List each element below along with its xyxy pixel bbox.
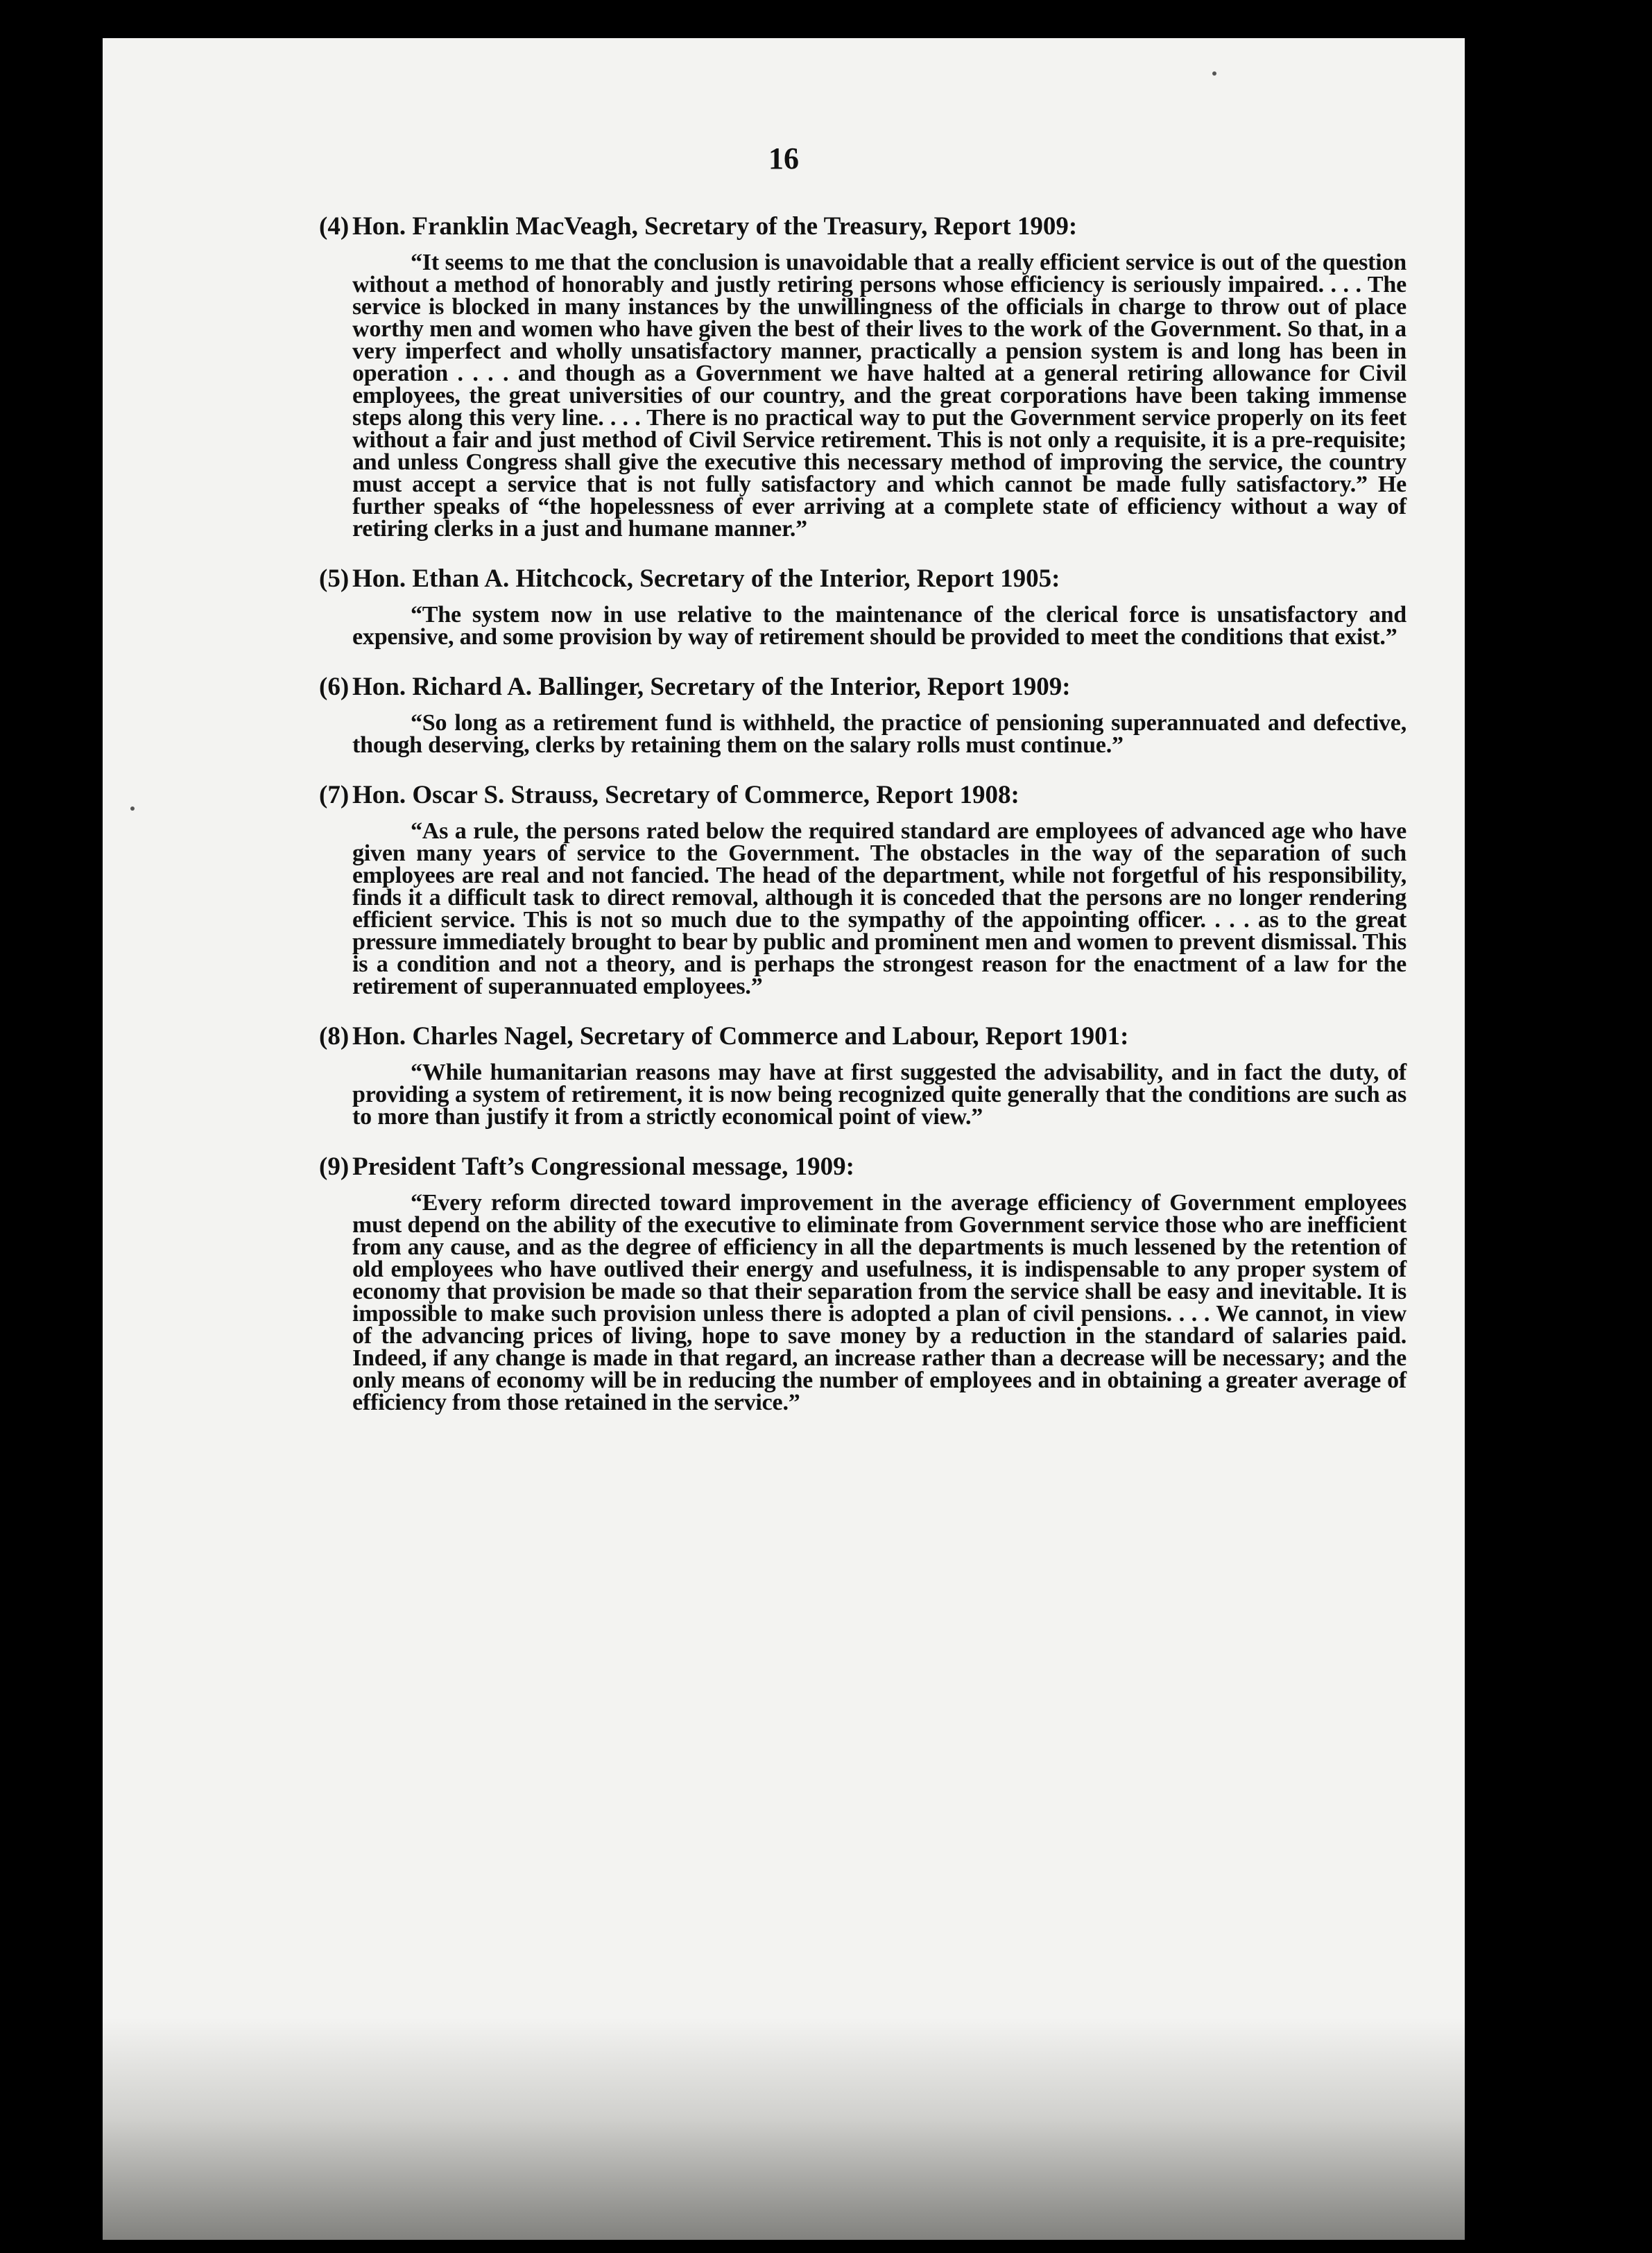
entry-quote — [352, 1062, 1406, 1128]
entry-8 — [319, 1021, 1406, 1130]
entry-quote — [352, 252, 1406, 540]
entry-heading — [319, 1021, 1406, 1052]
entry-title: President Taft’s Congressional message, 1909: — [352, 1153, 854, 1181]
document-page — [103, 38, 1465, 2240]
entry-title: Hon. Franklin MacVeagh, Secretary of the Treasury, Report 1909: — [352, 212, 1078, 241]
entry-number: (8) — [319, 1022, 350, 1051]
entry-heading — [319, 780, 1406, 811]
entry-quote — [352, 712, 1406, 757]
quote-text: “The system now in use relative to the maintenance of the clerical force is unsatisfactory and expensive, and some provision by way of retirement should be provided to meet the conditions that exist.” — [352, 602, 1406, 650]
entry-heading — [319, 1152, 1406, 1182]
entry-title: Hon. Ethan A. Hitchcock, Secretary of the Interior, Report 1905: — [352, 564, 1060, 593]
page-content — [319, 212, 1406, 1438]
quote-text: “While humanitarian reasons may have at first suggested the advisability, and in fact the duty, of providing a system of retirement, it is now being recognized quite generally that the conditions are such as to more than justify it from a strictly economical point of view.” — [352, 1060, 1406, 1130]
entry-number: (6) — [319, 673, 350, 701]
entry-number: (7) — [319, 781, 350, 809]
page-number: 16 — [768, 141, 799, 175]
quote-text: “As a rule, the persons rated below the required standard are employees of advanced age who have given many years of service to the Government. The obstacles in the way of the separation of such employees are real and not fancied. The head of the department, while not forgetful of his responsibility, finds it a difficult task to direct removal, although it is conceded that the persons are no longer rendering efficient service. This is not so much due to the sympathy of the appointing officer. . . . as to the great pressure immediately brought to bear by public and prominent men and women to prevent dismissal. This is a condition and not a theory, and is perhaps the strongest reason for the enactment of a law for the retirement of superannuated employees.” — [352, 818, 1406, 999]
entry-title: Hon. Richard A. Ballinger, Secretary of the Interior, Report 1909: — [352, 673, 1071, 701]
entry-5 — [319, 564, 1406, 650]
entry-6 — [319, 672, 1406, 758]
entry-title: Hon. Charles Nagel, Secretary of Commerce and Labour, Report 1901: — [352, 1022, 1129, 1051]
scan-speck — [1212, 71, 1216, 76]
entry-7 — [319, 780, 1406, 999]
scan-speck — [130, 806, 135, 811]
entry-title: Hon. Oscar S. Strauss, Secretary of Commerce, Report 1908: — [352, 781, 1019, 809]
entry-quote — [352, 604, 1406, 648]
entry-9 — [319, 1152, 1406, 1415]
entry-quote — [352, 1192, 1406, 1414]
quote-text: “So long as a retirement fund is withheld, the practice of pensioning superannuated and defective, though deserving, clerks by retaining them on the salary rolls must continue.” — [352, 710, 1406, 758]
entry-quote — [352, 820, 1406, 998]
quote-text: “Every reform directed toward improvement in the average efficiency of Government employees must depend on the ability of the executive to eliminate from Government service those who are inefficient from any cause, and as the degree of efficiency in all the departments is much lessened by the retention of old employees who have outlived their energy and usefulness, it is indispensable to any proper system of economy that provision be made so that their separation from the service shall be easy and inevitable. It is impossible to make such provision unless there is adopted a plan of civil pensions. . . . We cannot, in view of the advancing prices of living, hope to save money by a reduction in the standard of salaries paid. Indeed, if any change is made in that regard, an increase rather than a decrease will be necessary; and the only means of economy will be in reducing the number of employees and in obtaining a greater average of efficiency from those retained in the service.” — [352, 1190, 1406, 1415]
scan-shadow — [103, 2018, 1465, 2240]
entry-number: (9) — [319, 1153, 350, 1181]
entry-heading — [319, 672, 1406, 702]
quote-text: “It seems to me that the conclusion is unavoidable that a really efficient service is out of the question without a method of honorably and justly retiring persons whose efficiency is seriously impaired. . . . The service is blocked in many instances by the unwillingness of the officials in charge to throw out of place worthy men and women who have given the best of their lives to the work of the Government. So that, in a very imperfect and wholly unsatisfactory manner, practically a pension system is and long has been in operation . . . . and though as a Government we have halted at a general retiring allowance for Civil employees, the great universities of our country, and the great corporations have been taking immense steps along this very line. . . . There is no practical way to put the Government service properly on its feet without a fair and just method of Civil Service retirement. This is not only a requisite, it is a pre-requisite; and unless Congress shall give the executive this necessary method of improving the service, the country must accept a service that is not fully satisfactory and which cannot be made fully satisfactory.” He further speaks of “the hopelessness of ever arriving at a complete state of efficiency without a way of retiring clerks in a just and humane manner.” — [352, 250, 1406, 542]
entry-4 — [319, 212, 1406, 542]
entry-number: (4) — [319, 212, 350, 241]
entry-number: (5) — [319, 564, 350, 593]
entry-heading — [319, 212, 1406, 242]
entry-heading — [319, 564, 1406, 594]
